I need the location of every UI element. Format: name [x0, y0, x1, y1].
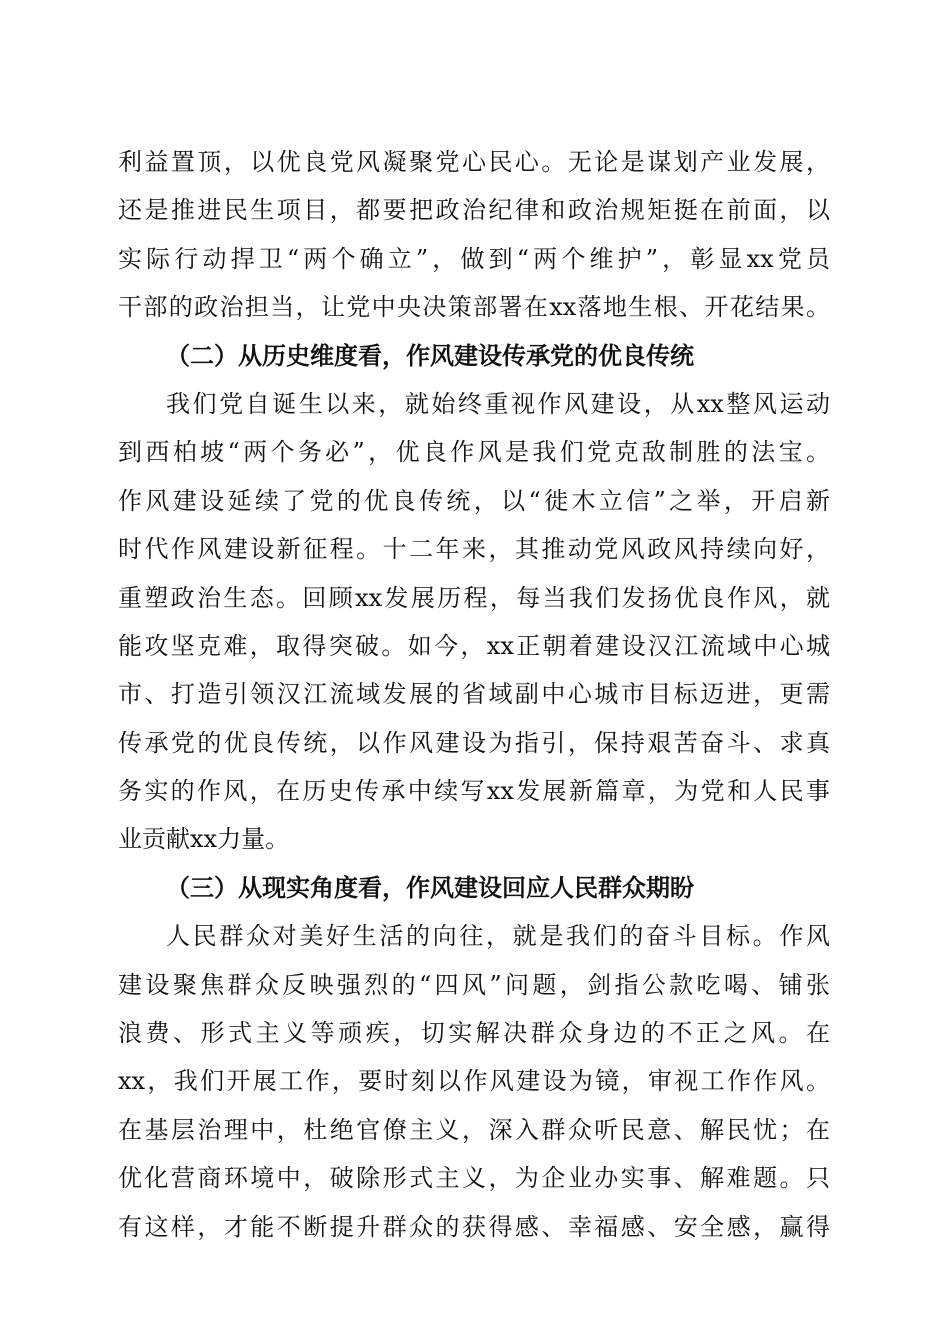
text-line: 利益置顶，以优良党风凝聚党心民心。无论是谋划产业发展，	[118, 148, 830, 176]
text-line: 业贡献xx力量。	[118, 825, 290, 854]
text-line: 实际行动捍卫“两个确立”，做到“两个维护”，彰显xx党员	[118, 244, 830, 273]
text-line: 还是推进民生项目，都要把政治纪律和政治规矩挺在前面，以	[118, 196, 830, 225]
text-line: 干部的政治担当，让党中央决策部署在xx落地生根、开花结果。	[118, 293, 830, 322]
text-line: 人民群众对美好生活的向往，就是我们的奋斗目标。作风	[166, 922, 830, 951]
text-line: 时代作风建设新征程。十二年来，其推动党风政风持续向好，	[118, 535, 830, 564]
text-line: 我们党自诞生以来，就始终重视作风建设，从xx整风运动	[166, 389, 830, 418]
paragraph-political-commitment	[118, 138, 830, 332]
paragraph-public-expectations	[118, 912, 830, 1251]
text-line: 务实的作风，在历史传承中续写xx发展新篇章，为党和人民事	[118, 777, 830, 806]
text-line: 建设聚焦群众反映强烈的“四风”问题，剑指公款吃喝、铺张	[118, 970, 830, 999]
section-heading-history: （二）从历史维度看，作风建设传承党的优良传统	[166, 340, 694, 370]
text-line: 重塑政治生态。回顾xx发展历程，每当我们发扬优良作风，就	[118, 583, 830, 612]
section-heading-reality: （三）从现实角度看，作风建设回应人民群众期盼	[166, 872, 694, 902]
text-line: 在基层治理中，杜绝官僚主义，深入群众听民意、解民忧；在	[118, 1115, 830, 1144]
text-line: 有这样，才能不断提升群众的获得感、幸福感、安全感，赢得	[118, 1212, 830, 1241]
text-line: 传承党的优良传统，以作风建设为指引，保持艰苦奋斗、求真	[118, 728, 830, 757]
paragraph-historical-tradition	[118, 380, 830, 864]
text-line: 优化营商环境中，破除形式主义，为企业办实事、解难题。只	[118, 1164, 830, 1193]
text-line: xx，我们开展工作，要时刻以作风建设为镜，审视工作作风。	[118, 1067, 830, 1096]
text-line: 能攻坚克难，取得突破。如今，xx正朝着建设汉江流域中心城	[118, 631, 830, 660]
text-line: 到西柏坡“两个务必”，优良作风是我们党克敌制胜的法宝。	[118, 438, 830, 467]
text-line: 作风建设延续了党的优良传统，以“徙木立信”之举，开启新	[118, 486, 830, 515]
text-line: 浪费、形式主义等顽疾，切实解决群众身边的不正之风。在	[118, 1019, 830, 1048]
text-line: 市、打造引领汉江流域发展的省域副中心城市目标迈进，更需	[118, 680, 830, 709]
document-body	[118, 138, 830, 1251]
